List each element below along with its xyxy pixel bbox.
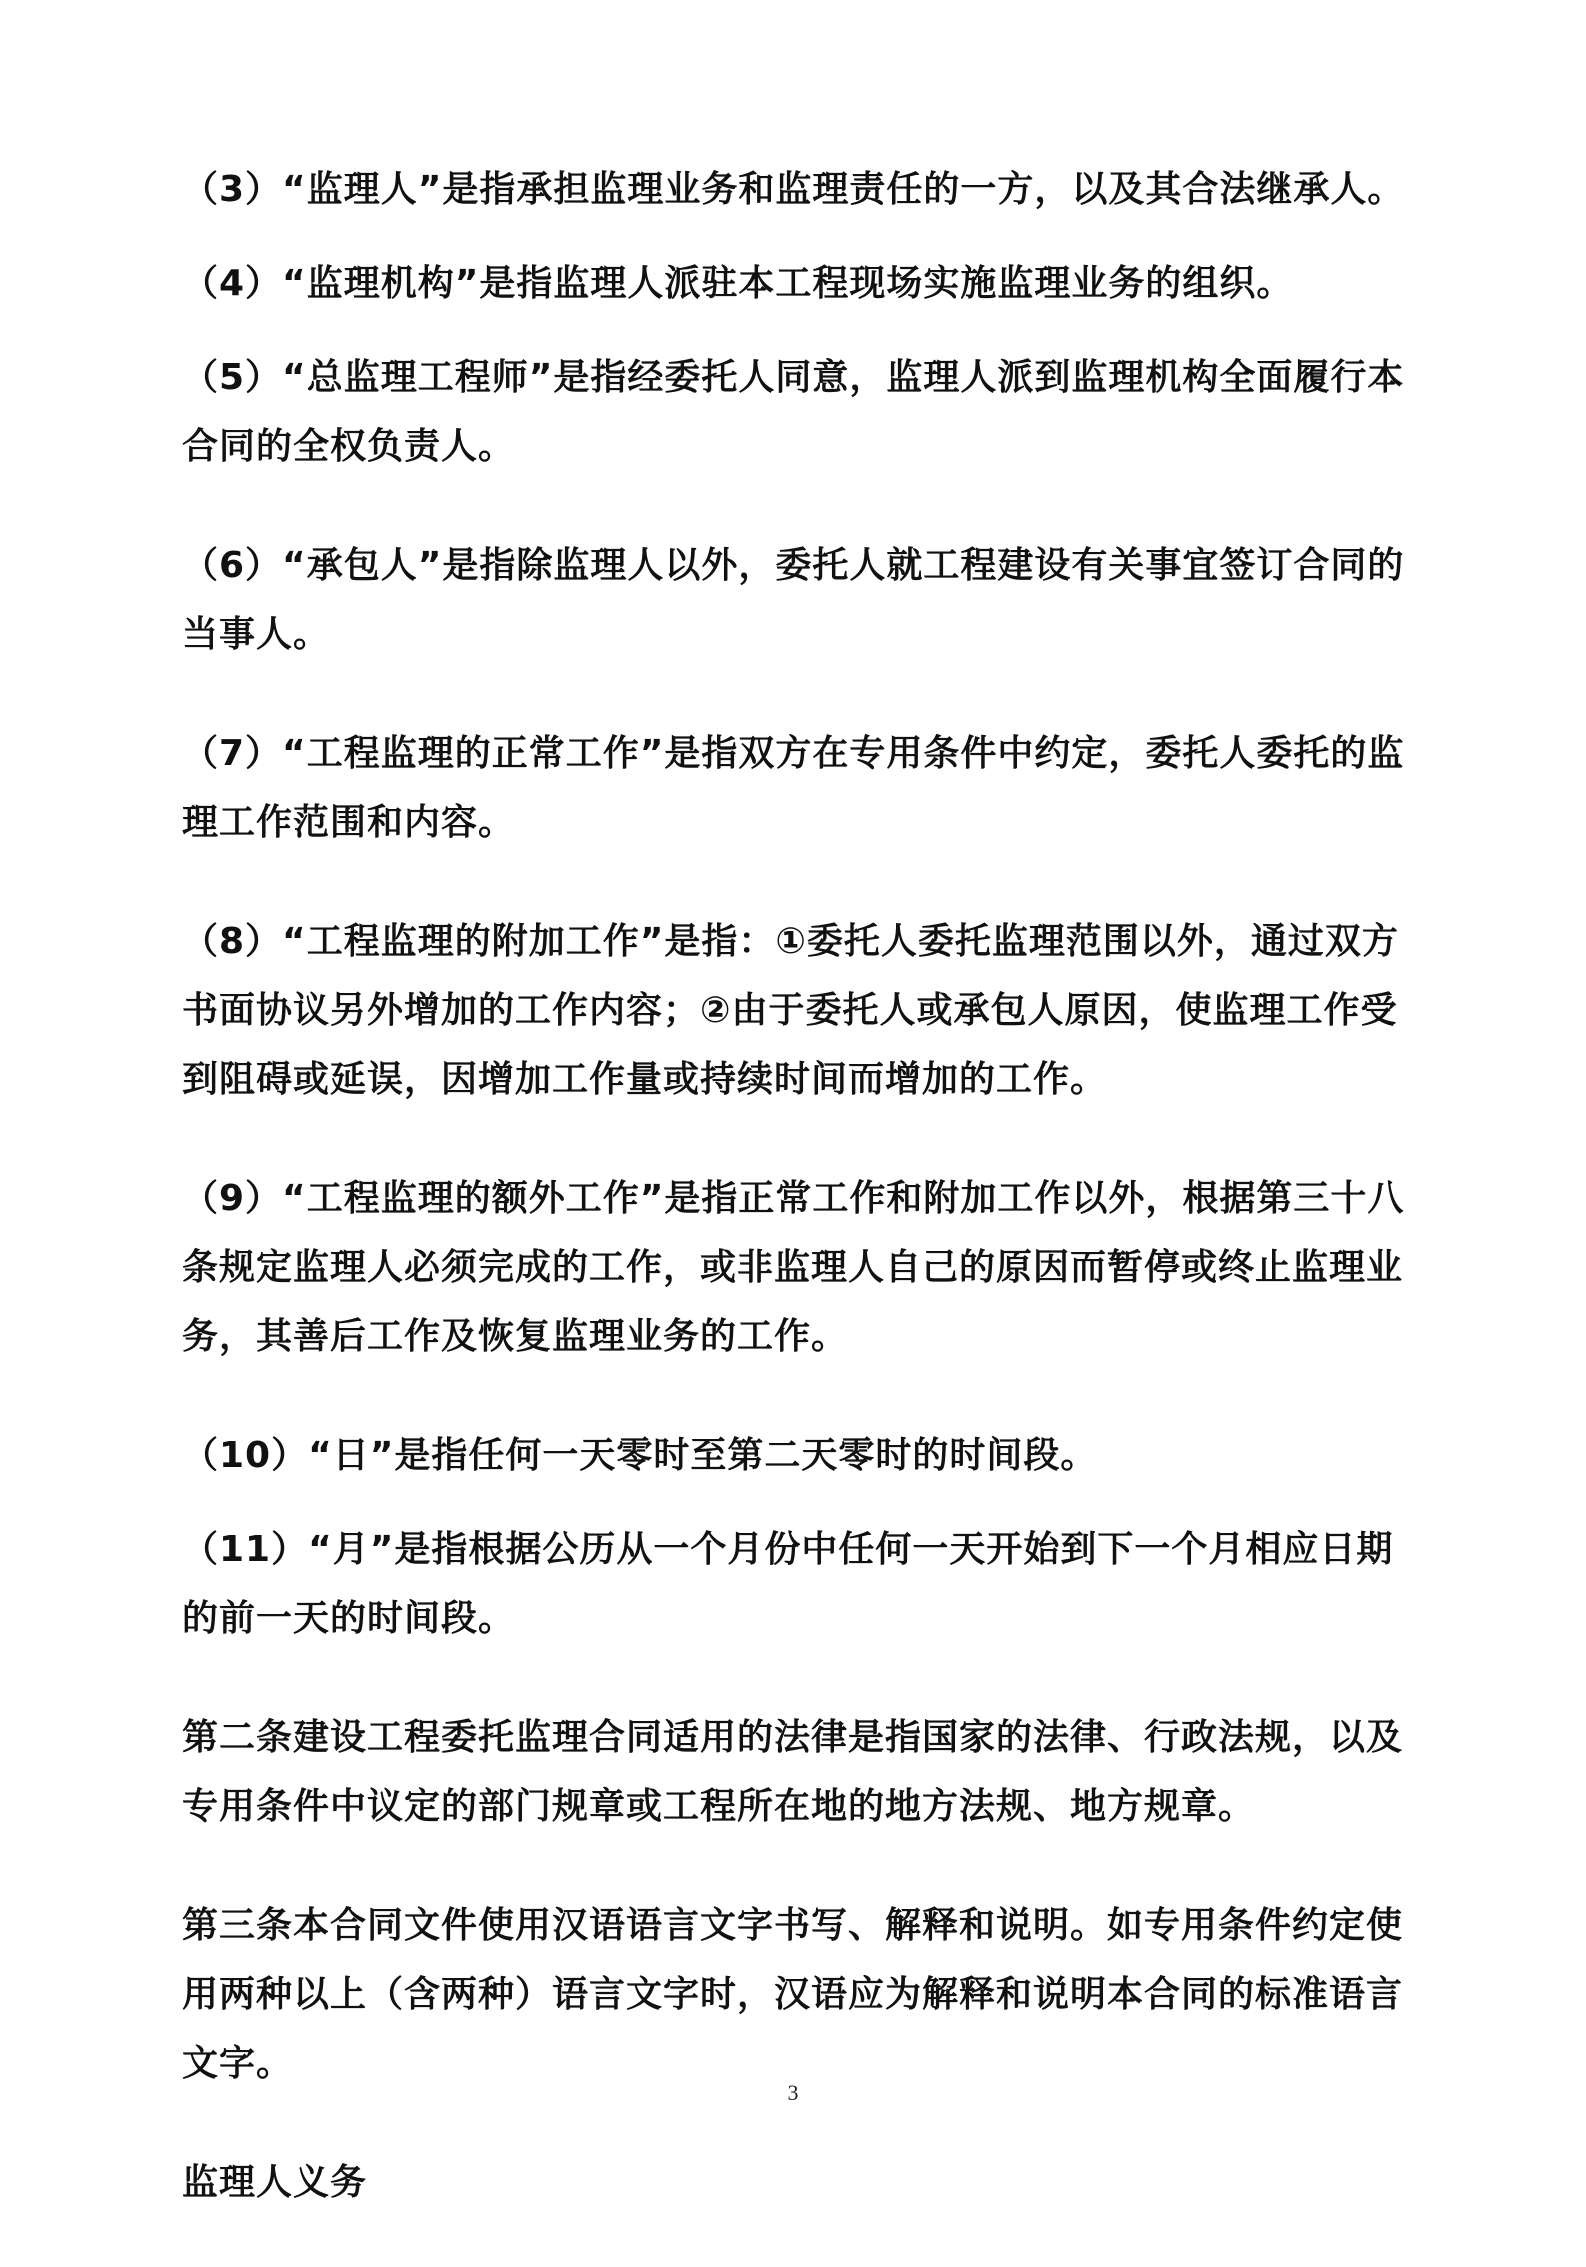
definition-3: （3）“监理人”是指承担监理业务和监理责任的一方，以及其合法继承人。 [182, 169, 1405, 210]
definition-4: （4）“监理机构”是指监理人派驻本工程现场实施监理业务的组织。 [182, 263, 1294, 304]
definition-6: （6）“承包人”是指除监理人以外，委托人就工程建设有关事宜签订合同的当事人。 [182, 545, 1405, 655]
section-heading: 监理人义务 [182, 2162, 368, 2203]
definition-7: （7）“工程监理的正常工作”是指双方在专用条件中约定，委托人委托的监理工作范围和内容。 [182, 733, 1405, 843]
definition-11: （11）“月”是指根据公历从一个月份中任何一天开始到下一个月相应日期的前一天的时间段。 [182, 1529, 1394, 1639]
definition-9: （9）“工程监理的额外工作”是指正常工作和附加工作以外，根据第三十八条规定监理人必须完成的工作，或非监理人自己的原因而暂停或终止监理业务，其善后工作及恢复监理业务的工作。 [182, 1178, 1405, 1357]
article-2: 第二条建设工程委托监理合同适用的法律是指国家的法律、行政法规，以及专用条件中议定的部门规章或工程所在地的地方法规、地方规章。 [182, 1717, 1404, 1827]
document-body [182, 155, 1422, 2267]
page-number: 3 [787, 2080, 799, 2105]
definition-10: （10）“日”是指任何一天零时至第二天零时的时间段。 [182, 1435, 1098, 1476]
definition-5: （5）“总监理工程师”是指经委托人同意，监理人派到监理机构全面履行本合同的全权负责人。 [182, 357, 1405, 467]
article-3: 第三条本合同文件使用汉语语言文字书写、解释和说明。如专用条件约定使用两种以上（含两种）语言文字时，汉语应为解释和说明本合同的标准语言文字。 [182, 1905, 1404, 2084]
definition-8: （8）“工程监理的附加工作”是指：①委托人委托监理范围以外，通过双方书面协议另外增加的工作内容；②由于委托人或承包人原因，使监理工作受到阻碍或延误，因增加工作量或持续时间而增加的工作。 [182, 921, 1399, 1100]
